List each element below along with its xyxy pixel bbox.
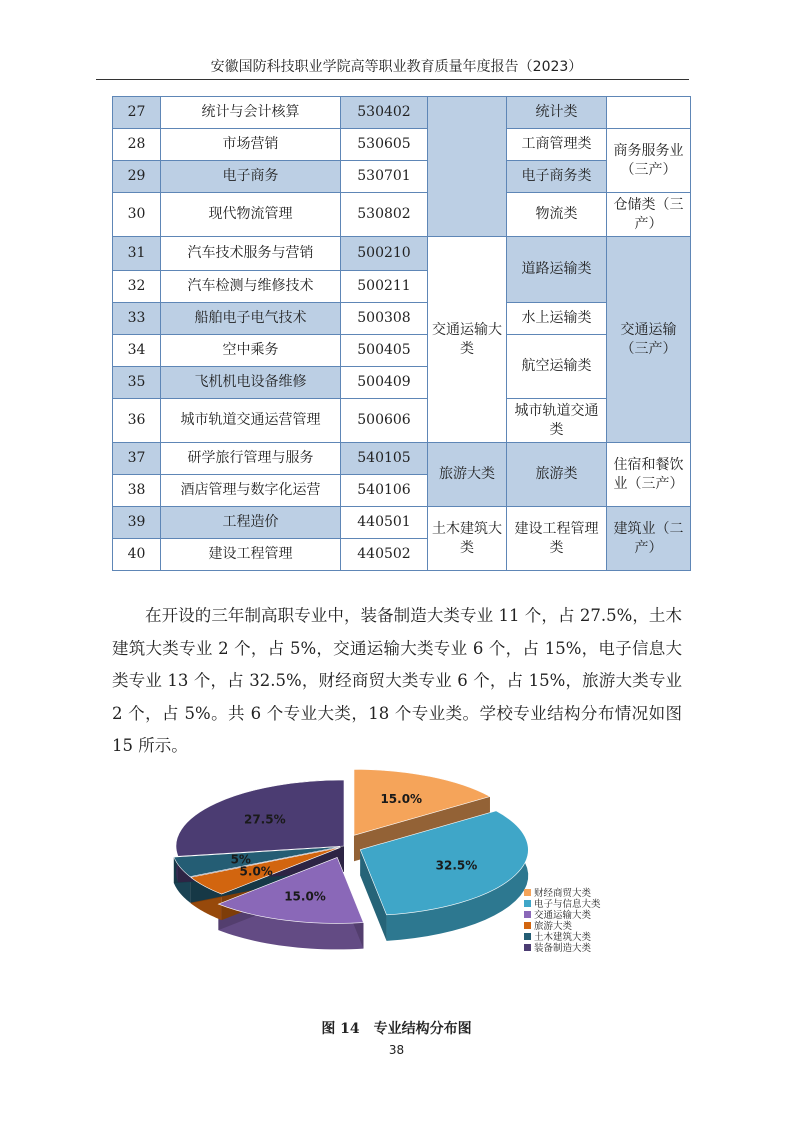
industry-cell-empty [607,97,691,129]
major-code: 540105 [341,443,428,475]
major-code: 500210 [341,237,428,271]
category-cell: 土木建筑大类 [428,507,507,571]
legend-label: 装备制造大类 [534,943,592,954]
class-cell: 统计类 [507,97,607,129]
legend-swatch [524,900,531,907]
pie-data-label: 5.0% [239,864,273,879]
major-name: 飞机机电设备维修 [161,367,341,399]
major-code: 500409 [341,367,428,399]
industry-cell: 住宿和餐饮业（三产） [607,443,691,507]
legend-label: 旅游大类 [534,921,573,932]
major-name: 空中乘务 [161,335,341,367]
pie-data-label: 32.5% [435,858,478,873]
major-name: 研学旅行管理与服务 [161,443,341,475]
category-cell: 交通运输大类 [428,237,507,443]
major-name: 市场营销 [161,129,341,161]
row-number: 33 [113,303,161,335]
class-cell: 工商管理类 [507,129,607,161]
major-name: 工程造价 [161,507,341,539]
legend-swatch [524,889,531,896]
pie-data-label: 15.0% [284,889,326,904]
class-cell: 电子商务类 [507,161,607,193]
header-rule [96,79,689,80]
table-row [113,161,691,193]
category-cell: 旅游大类 [428,443,507,507]
industry-cell: 交通运输（三产） [607,237,691,443]
class-cell: 城市轨道交通类 [507,399,607,443]
class-cell: 建设工程管理类 [507,507,607,571]
row-number: 27 [113,97,161,129]
row-number: 38 [113,475,161,507]
class-cell: 航空运输类 [507,335,607,399]
major-code: 440501 [341,507,428,539]
page-header: 安徽国防科技职业学院高等职业教育质量年度报告（2023） [210,59,583,75]
pie-data-label: 5% [230,852,251,867]
table-row [113,193,691,237]
industry-cell: 建筑业（二产） [607,507,691,571]
legend-swatch [524,911,531,918]
row-number: 37 [113,443,161,475]
major-code: 500405 [341,335,428,367]
legend-label: 财经商贸大类 [534,888,592,899]
legend-label: 电子与信息大类 [534,899,601,910]
row-number: 39 [113,507,161,539]
legend-label: 交通运输大类 [534,910,592,921]
row-number: 34 [113,335,161,367]
major-code: 530701 [341,161,428,193]
class-cell: 道路运输类 [507,237,607,303]
major-name: 现代物流管理 [161,193,341,237]
major-name: 酒店管理与数字化运营 [161,475,341,507]
industry-cell: 仓储类（三产） [607,193,691,237]
major-code: 540106 [341,475,428,507]
table-row [113,237,691,271]
major-code: 530605 [341,129,428,161]
major-name: 船舶电子电气技术 [161,303,341,335]
body-paragraph: 在开设的三年制高职专业中，装备制造大类专业 11 个，占 27.5%，土木建筑大类专业 2 个，占 5%，交通运输大类专业 6 个，占 15%，电子信息大类专业 13 个，占 32.5%，财经商贸大类专业 6 个，占 15%，旅游大类专业 2 个，占 5%。共 6 个专业大类，18 个专业类。学校专业结构分布情况如图 15 所示。 [112,606,682,755]
major-name: 建设工程管理 [161,539,341,571]
majors-table [112,96,691,571]
class-cell: 旅游类 [507,443,607,507]
class-cell: 物流类 [507,193,607,237]
table-row [113,129,691,161]
row-number: 29 [113,161,161,193]
major-name: 汽车技术服务与营销 [161,237,341,271]
table-row [113,97,691,129]
row-number: 35 [113,367,161,399]
category-cell-empty [428,97,507,237]
class-cell: 水上运输类 [507,303,607,335]
figure-caption: 图 14 专业结构分布图 [321,1021,472,1037]
major-code: 500211 [341,271,428,303]
major-code: 500308 [341,303,428,335]
legend-swatch [524,944,531,951]
major-name: 汽车检测与维修技术 [161,271,341,303]
major-name: 电子商务 [161,161,341,193]
major-code: 530402 [341,97,428,129]
industry-cell: 商务服务业（三产） [607,129,691,193]
page-number: 38 [388,1043,405,1057]
legend-label: 土木建筑大类 [534,932,592,943]
row-number: 40 [113,539,161,571]
row-number: 32 [113,271,161,303]
major-code: 440502 [341,539,428,571]
row-number: 31 [113,237,161,271]
legend-swatch [524,933,531,940]
table-row [113,507,691,539]
major-name: 城市轨道交通运营管理 [161,399,341,443]
row-number: 30 [113,193,161,237]
major-code: 530802 [341,193,428,237]
major-name: 统计与会计核算 [161,97,341,129]
major-code: 500606 [341,399,428,443]
pie-data-label: 15.0% [380,791,423,806]
table-row [113,335,691,367]
row-number: 28 [113,129,161,161]
pie-data-label: 27.5% [243,812,286,827]
table-row [113,443,691,475]
table-row [113,303,691,335]
pie-chart [172,758,620,978]
table-row [113,399,691,443]
legend-swatch [524,922,531,929]
row-number: 36 [113,399,161,443]
